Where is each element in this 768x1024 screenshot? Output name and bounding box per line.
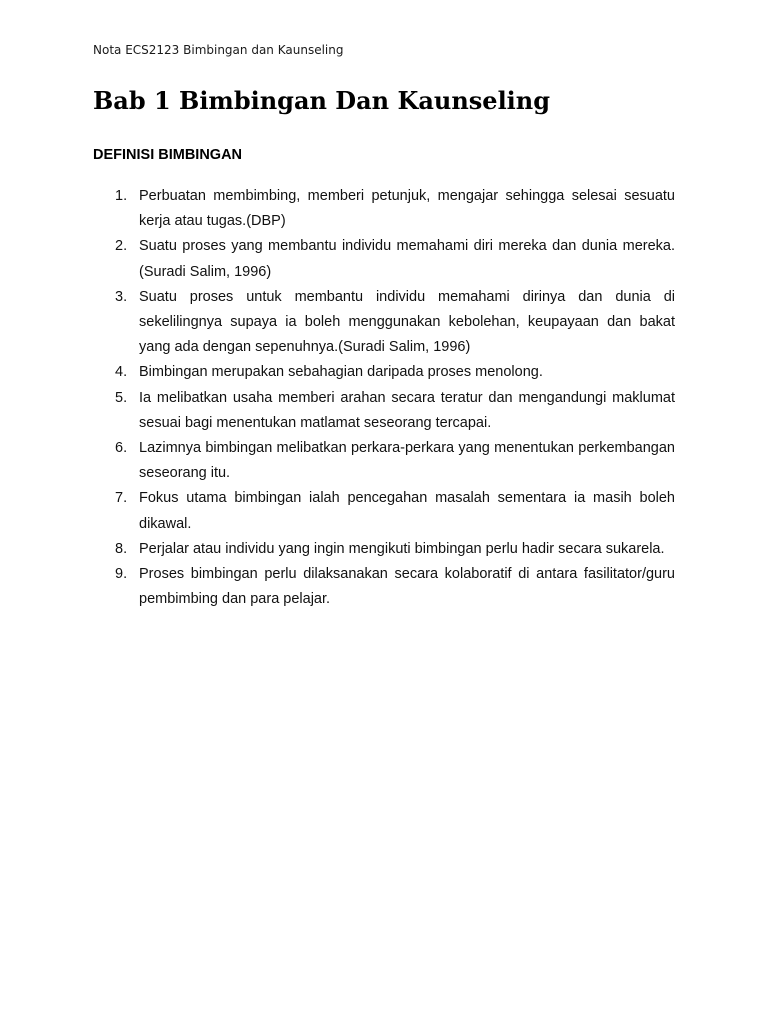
item-text: Perjalar atau individu yang ingin mengikuti bimbingan perlu hadir secara sukarela. (139, 540, 665, 557)
definition-item-7 (93, 486, 675, 536)
item-text: Suatu proses yang membantu individu memahami diri mereka dan dunia mereka. (Suradi Salim, 1996) (139, 238, 675, 280)
definition-list (93, 184, 675, 612)
running-header: Nota ECS2123 Bimbingan dan Kaunseling (93, 43, 344, 57)
item-number: 8. (115, 540, 128, 557)
item-text: Lazimnya bimbingan melibatkan perkara-perkara yang menentukan perkembangan seseorang itu. (139, 440, 675, 482)
item-number: 4. (115, 364, 128, 381)
item-text: Fokus utama bimbingan ialah pencegahan masalah sementara ia masih boleh dikawal. (139, 490, 675, 532)
item-number: 1. (115, 188, 128, 204)
item-number: 7. (115, 490, 128, 507)
definition-item-4 (93, 360, 675, 385)
chapter-title: Bab 1 Bimbingan Dan Kaunseling (93, 86, 551, 115)
definition-item-2 (93, 234, 675, 284)
definition-item-6 (93, 436, 675, 486)
definition-item-8 (93, 537, 675, 562)
item-text: Proses bimbingan perlu dilaksanakan secara kolaboratif di antara fasilitator/guru pembimbing dan para pelajar. (139, 566, 675, 608)
item-number: 5. (115, 389, 128, 406)
item-number: 6. (115, 440, 128, 457)
item-text: Suatu proses untuk membantu individu memahami dirinya dan dunia di sekelilingnya supaya ia boleh menggunakan kebolehan, keupayaan dan bakat yang ada dengan sepenuhnya.(Suradi Salim, 1996) (139, 288, 675, 356)
definition-item-1 (93, 184, 675, 234)
item-number: 9. (115, 566, 128, 583)
definition-item-3 (93, 285, 675, 361)
section-heading: DEFINISI BIMBINGAN (93, 147, 243, 163)
item-text: Ia melibatkan usaha memberi arahan secara teratur dan mengandungi maklumat sesuai bagi menentukan matlamat seseorang tercapai. (139, 389, 675, 431)
definition-item-9 (93, 562, 675, 612)
item-number: 3. (115, 288, 128, 305)
item-text: Bimbingan merupakan sebahagian daripada proses menolong. (139, 364, 543, 381)
definition-item-5 (93, 386, 675, 436)
item-number: 2. (115, 238, 128, 255)
item-text: Perbuatan membimbing, memberi petunjuk, mengajar sehingga selesai sesuatu kerja atau tugas.(DBP) (139, 188, 675, 230)
